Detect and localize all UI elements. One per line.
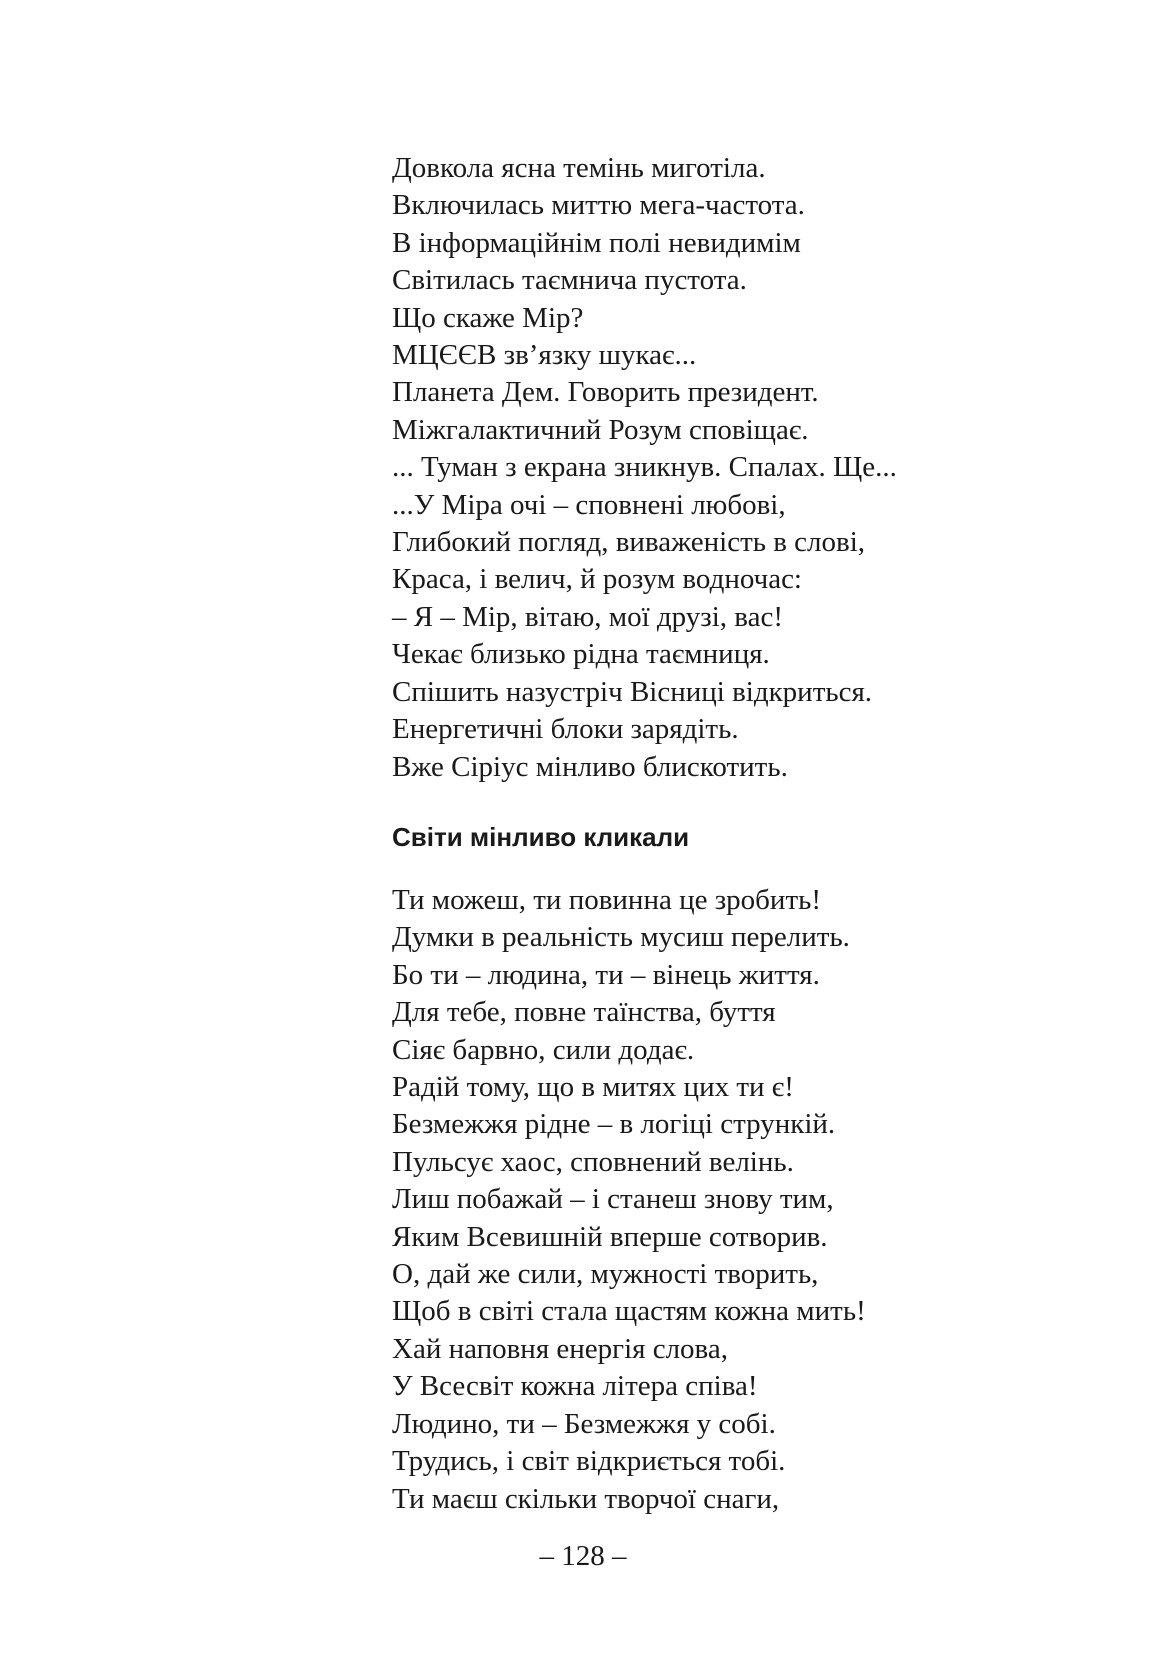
poem-line: – Я – Мір, вітаю, мої друзі, вас! [392, 600, 784, 633]
poem-line: Сіяє барвно, сили додає. [392, 1033, 695, 1066]
poem-body [392, 882, 1012, 1518]
poem-line: Ти маєш скільки творчої снаги, [392, 1482, 780, 1515]
page-number: – 128 – [539, 1540, 627, 1572]
poem-line: Міжгалактичний Розум сповіщає. [392, 413, 809, 446]
poem-line: Спішить назустріч Вісниці відкриться. [392, 675, 873, 708]
poem-line: Світилась таємнича пустота. [392, 264, 747, 297]
poem-line: Думки в реальність мусиш перелить. [392, 921, 850, 954]
poem-line: Радій тому, що в митях цих ти є! [392, 1071, 794, 1104]
poem-line: Планета Дем. Говорить президент. [392, 376, 819, 409]
poem-line: Включилась миттю мега-частота. [392, 189, 805, 222]
poem-line: Вже Сіріус мінливо блискотить. [392, 750, 788, 783]
poem-line: Трудись, і світ відкриється тобі. [392, 1445, 786, 1478]
poem-line: МЦЄЄВ зв’язку шукає... [392, 339, 697, 372]
poem-title: Світи мінливо кликали [392, 822, 690, 852]
poem-line: Енергетичні блоки зарядіть. [392, 713, 739, 746]
poem-line: У Всесвіт кожна літера співа! [392, 1370, 758, 1403]
poem-line: Лиш побажай – і станеш знову тим, [392, 1183, 834, 1216]
poem-line: Безмежжя рідне – в логіці стрункій. [392, 1108, 836, 1141]
poem-line: Пульсує хаос, сповнений велінь. [392, 1145, 794, 1178]
poem-line: ...У Міра очі – сповнені любові, [392, 488, 786, 521]
poem-line: Глибокий погляд, виваженість в слові, [392, 526, 866, 559]
poem-line: В інформаційнім полі невидимім [392, 226, 801, 259]
poem-line: Краса, і велич, й розум водночас: [392, 563, 802, 596]
poem-line: Довкола ясна темінь миготіла. [392, 152, 766, 184]
poem-line: Що скаже Мір? [392, 301, 584, 334]
poem-line: Яким Всевишній вперше сотворив. [392, 1220, 828, 1253]
poem-line: Хай наповня енергія слова, [392, 1332, 728, 1365]
poem-line: ... Туман з екрана зникнув. Спалах. Ще... [392, 451, 897, 484]
poem-line: О, дай же сили, мужності творить, [392, 1258, 819, 1291]
poem-continuation [392, 150, 1012, 786]
poem-line: Для тебе, повне таїнства, буття [392, 996, 776, 1029]
poem-line: Ти можеш, ти повинна це зробить! [392, 884, 822, 916]
poem-line: Щоб в світі стала щастям кожна мить! [392, 1295, 866, 1328]
poem-line: Людино, ти – Безмежжя у собі. [392, 1407, 776, 1440]
poem-line: Бо ти – людина, ти – вінець життя. [392, 958, 820, 991]
poem-line: Чекає близько рідна таємниця. [392, 638, 770, 671]
